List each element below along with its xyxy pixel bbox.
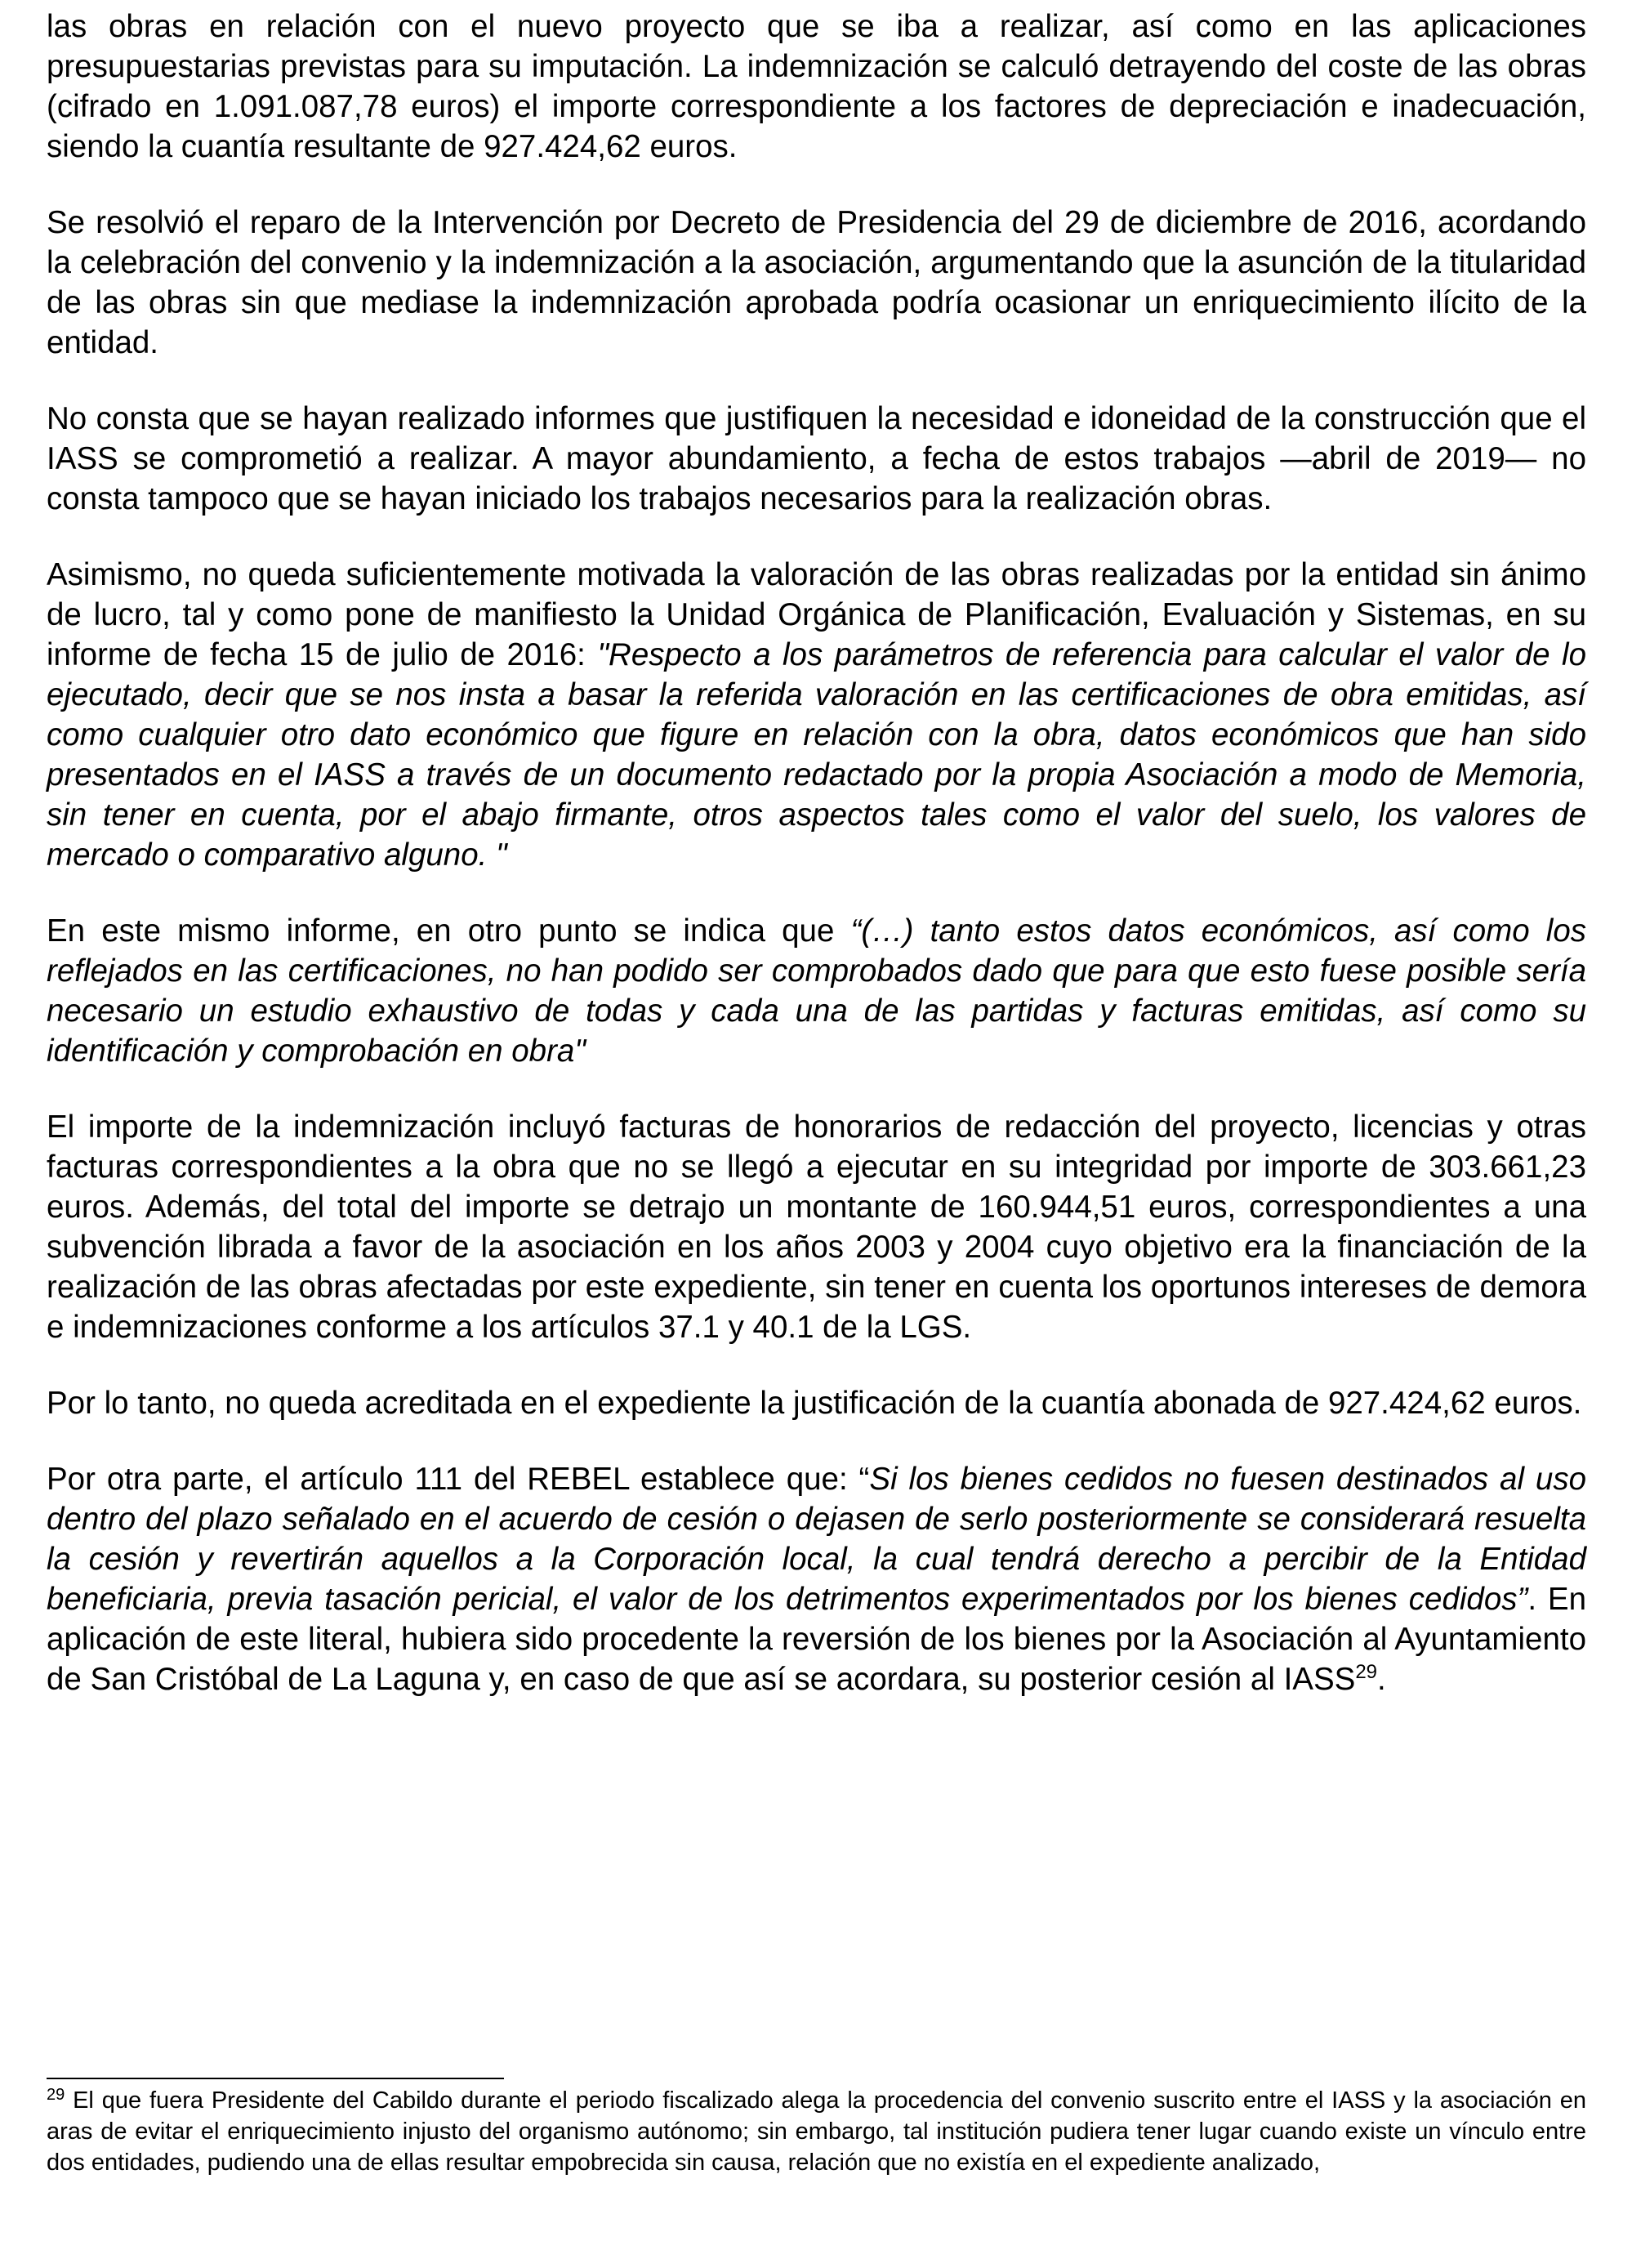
- paragraph-articulo-111-rebel: [47, 1459, 1586, 1699]
- paragraph-reparo-intervencion: [47, 203, 1586, 363]
- italic-quote: "Respecto a los parámetros de referencia para calcular el valor de lo ejecutado, decir que se nos insta a basar la referida valoración en las certificaciones de obra emitidas, así como cualquier otro dato económico que figure en relación con la obra, datos económicos que han sido presentados en el IASS a través de un documento redactado por la propia Asociación a modo de Memoria, sin tener en cuenta, por el abajo firmante, otros aspectos tales como el valor del suelo, los valores de mercado o comparativo alguno. ": [47, 637, 1586, 873]
- paragraph-importe-indemnizacion: [47, 1107, 1586, 1347]
- footnote-29: [47, 2085, 1586, 2178]
- footnote-reference: 29: [1355, 1661, 1378, 1683]
- paragraph-mismo-informe: [47, 911, 1586, 1071]
- paragraph-text: En este mismo informe, en otro punto se indica que: [47, 913, 851, 949]
- paragraph-no-consta-informes: [47, 399, 1586, 519]
- italic-quote: Si los bienes cedidos no fuesen destinados al uso dentro del plazo señalado en el acuerdo de cesión o dejasen de serlo posteriormente se considerará resuelta la cesión y revertirán aquellos a la Corporación local, la cual tendrá derecho a percibir de la Entidad beneficiaria, previa tasación pericial, el valor de los detrimentos experimentados por los bienes cedidos”: [47, 1462, 1587, 1617]
- paragraph-valoracion-obras: [47, 555, 1586, 875]
- paragraph-obras-indemnizacion: [47, 7, 1586, 167]
- paragraph-text: Se resolvió el reparo de la Intervención por Decreto de Presidencia del 29 de diciembre de 2016, acordando la celebración del convenio y la indemnización a la asociación, argumentando que la asunción de la titularidad de las obras sin que mediase la indemnización aprobada podría ocasionar un enriquecimiento ilícito de la entidad.: [47, 205, 1586, 360]
- footnote-number: 29: [47, 2086, 65, 2104]
- paragraph-text: El importe de la indemnización incluyó facturas de honorarios de redacción del proyecto, licencias y otras facturas correspondientes a la obra que no se llegó a ejecutar en su integridad por importe de 303.661,23 euros. Además, del total del importe se detrajo un montante de 160.944,51 euros, correspondientes a una subvención librada a favor de la asociación en los años 2003 y 2004 cuyo objetivo era la financiación de la realización de las obras afectadas por este expediente, sin tener en cuenta los oportunos intereses de demora e indemnizaciones conforme a los artículos 37.1 y 40.1 de la LGS.: [47, 1109, 1586, 1345]
- paragraph-no-acreditada: [47, 1383, 1586, 1423]
- paragraph-text: .: [1377, 1662, 1386, 1697]
- italic-quote: “(…) tanto estos datos económicos, así como los reflejados en las certificaciones, no han podido ser comprobados dado que para que esto fuese posible sería necesario un estudio exhaustivo de todas y cada una de las partidas y facturas emitidas, así como su identificación y comprobación en obra": [47, 913, 1586, 1069]
- paragraph-text: . En aplicación de este literal, hubiera sido procedente la reversión de los bienes por la Asociación al Ayuntamiento de San Cristóbal de La Laguna y, en caso de que así se acordara, su posterior cesión al IASS: [47, 1582, 1586, 1697]
- paragraph-text: Por otra parte, el artículo 111 del REBEL establece que: “: [47, 1462, 870, 1497]
- paragraph-text: Por lo tanto, no queda acreditada en el expediente la justificación de la cuantía abonada de 927.424,62 euros.: [47, 1386, 1582, 1421]
- paragraph-text: las obras en relación con el nuevo proyecto que se iba a realizar, así como en las aplicaciones presupuestarias previstas para su imputación. La indemnización se calculó detrayendo del coste de las obras (cifrado en 1.091.087,78 euros) el importe correspondiente a los factores de depreciación e inadecuación, siendo la cuantía resultante de 927.424,62 euros.: [47, 9, 1586, 164]
- paragraph-text: Asimismo, no queda suficientemente motivada la valoración de las obras realizadas por la entidad sin ánimo de lucro, tal y como pone de manifiesto la Unidad Orgánica de Planificación, Evaluación y Sistemas, en su informe de fecha 15 de julio de 2016:: [47, 557, 1586, 672]
- document-body: [47, 7, 1586, 1735]
- paragraph-text: No consta que se hayan realizado informes que justifiquen la necesidad e idoneidad de la construcción que el IASS se comprometió a realizar. A mayor abundamiento, a fecha de estos trabajos —abril de 2019— no consta tampoco que se hayan iniciado los trabajos necesarios para la realización obras.: [47, 401, 1586, 516]
- footnote-separator: [47, 2078, 504, 2079]
- footnote-text: El que fuera Presidente del Cabildo durante el periodo fiscalizado alega la procedencia del convenio suscrito entre el IASS y la asociación en aras de evitar el enriquecimiento injusto del organismo autónomo; sin embargo, tal institución pudiera tener lugar cuando existe un vínculo entre dos entidades, pudiendo una de ellas resultar empobrecida sin causa, relación que no existía en el expediente analizado,: [47, 2087, 1586, 2176]
